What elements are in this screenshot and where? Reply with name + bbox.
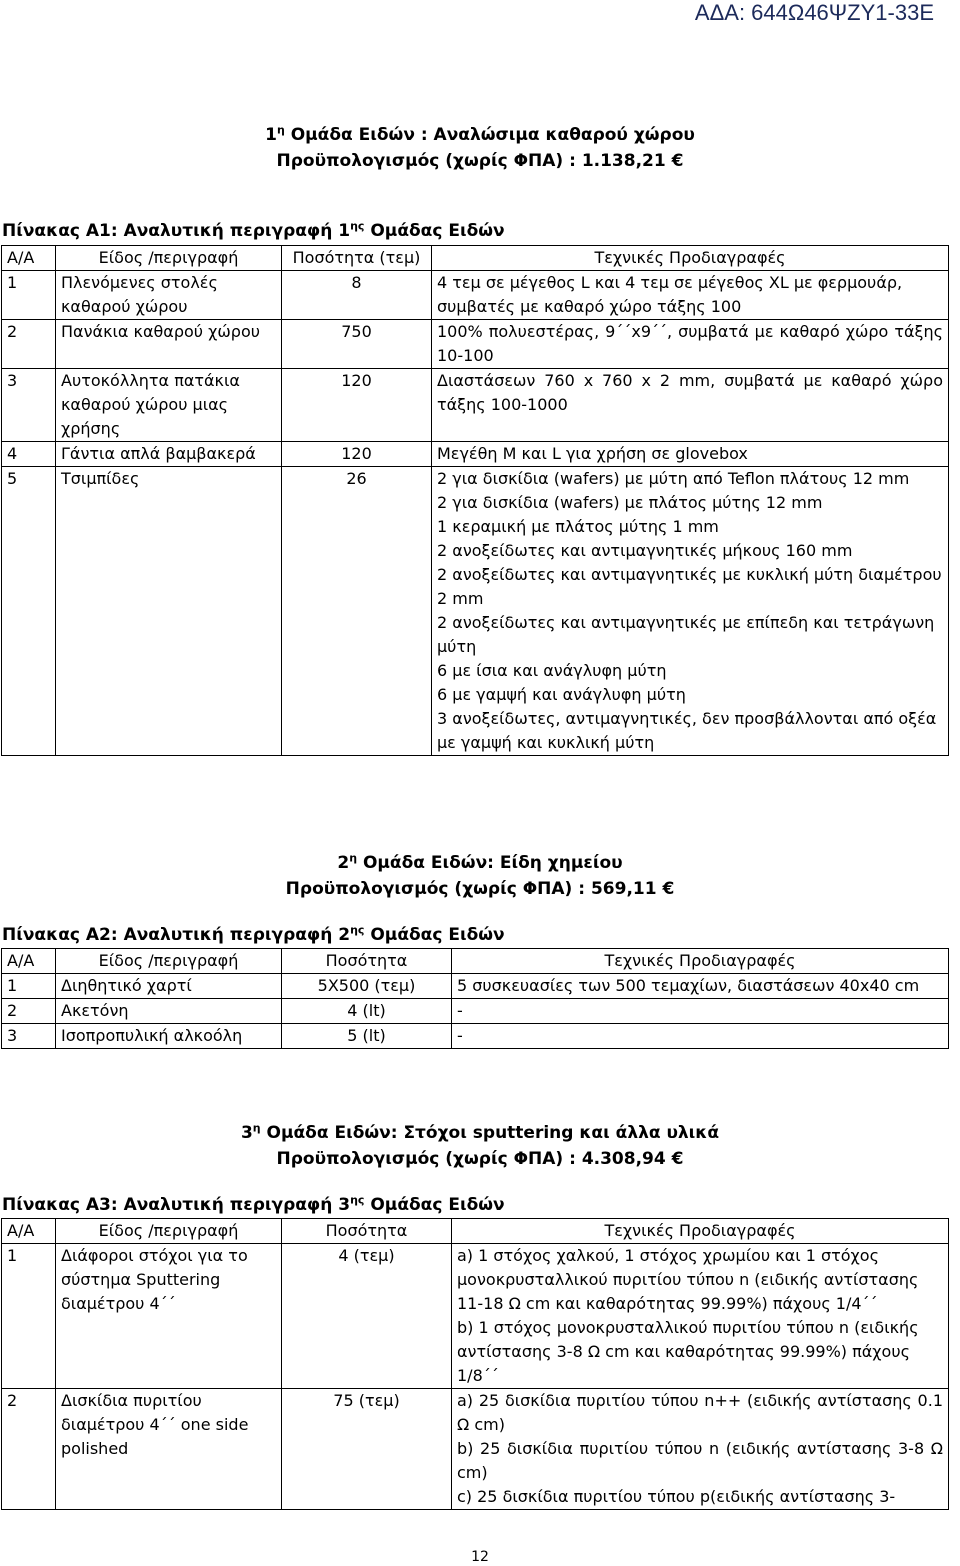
- header-cell: Τεχνικές Προδιαγραφές: [432, 246, 949, 271]
- item-spec: 4 τεμ σε μέγεθος L και 4 τεμ σε μέγεθος XL με φερμουάρ, συμβατές με καθαρό χώρο τάξης 100: [432, 271, 949, 320]
- table-row: [2, 1244, 949, 1389]
- row-number: 1: [2, 1244, 56, 1389]
- table-a3: [1, 1218, 949, 1510]
- table-row: [2, 271, 949, 320]
- item-spec: 100% πολυεστέρας, 9΄΄x9΄΄, συμβατά με καθαρό χώρο τάξης 10-100: [432, 320, 949, 369]
- table-row: [2, 320, 949, 369]
- table-header-row: [2, 949, 949, 974]
- table-header-row: [2, 246, 949, 271]
- item-spec: [452, 1389, 949, 1510]
- table-a3-caption: Πίνακας Α3: Αναλυτική περιγραφή $3^{\eta\varsigma}$ Ομάδας Ειδών: [2, 1193, 505, 1215]
- item-description: Διηθητικό χαρτί: [56, 974, 282, 999]
- header-cell: Ποσότητα (τεμ): [282, 246, 432, 271]
- table-row: [2, 369, 949, 442]
- group-3-budget: Προϋπολογισμός (χωρίς ΦΠΑ) : 4.308,94 €: [276, 1149, 684, 1169]
- table-row: [2, 1024, 949, 1049]
- item-quantity: 120: [282, 442, 432, 467]
- table-row: [2, 999, 949, 1024]
- header-cell: Ποσότητα: [282, 1219, 452, 1244]
- spec-line: c) 25 δισκίδια πυριτίου τύπου p(ειδικής αντίστασης 3-: [457, 1487, 896, 1506]
- item-quantity: 8: [282, 271, 432, 320]
- row-number: 5: [2, 467, 56, 756]
- header-cell: Α/Α: [2, 246, 56, 271]
- table-a1: [1, 245, 949, 756]
- item-spec: Διαστάσεων 760 x 760 x 2 mm, συμβατά με καθαρό χώρο τάξης 100-1000: [432, 369, 949, 442]
- row-number: 1: [2, 271, 56, 320]
- group-3-title: $3^\eta$ Ομάδα Ειδών: Στόχοι sputtering και άλλα υλικά: [240, 1121, 720, 1143]
- spec-line: 6 με γαμψή και ανάγλυφη μύτη: [437, 685, 686, 704]
- item-spec: [452, 1244, 949, 1389]
- item-description: Διάφοροι στόχοι για το σύστημα Sputtering διαμέτρου 4΄΄: [56, 1244, 282, 1389]
- item-spec: -: [452, 1024, 949, 1049]
- group-1-budget: Προϋπολογισμός (χωρίς ΦΠΑ) : 1.138,21 €: [276, 151, 684, 171]
- row-number: 4: [2, 442, 56, 467]
- spec-line: 3 ανοξείδωτες, αντιμαγνητικές, δεν προσβάλλονται από οξέα με γαμψή και κυκλική μύτη: [437, 709, 937, 752]
- header-cell: Είδος /περιγραφή: [56, 1219, 282, 1244]
- spec-line: 2 για δισκίδια (wafers) με μύτη από Teflon πλάτους 12 mm: [437, 469, 910, 488]
- group-2-budget: Προϋπολογισμός (χωρίς ΦΠΑ) : 569,11 €: [285, 879, 675, 899]
- item-spec: Μεγέθη M και L για χρήση σε glovebox: [432, 442, 949, 467]
- item-quantity: 750: [282, 320, 432, 369]
- header-cell: Α/Α: [2, 1219, 56, 1244]
- item-description: Πανάκια καθαρού χώρου: [56, 320, 282, 369]
- group-2-title: $2^\eta$ Ομάδα Ειδών: Είδη χημείου: [337, 851, 623, 873]
- row-number: 2: [2, 320, 56, 369]
- spec-line: b) 1 στόχος μονοκρυσταλλικού πυριτίου τύπου n (ειδικής αντίστασης 3-8 Ω cm και καθαρότητας 99.99%) πάχους 1/8΄΄: [457, 1318, 919, 1385]
- header-cell: Τεχνικές Προδιαγραφές: [452, 949, 949, 974]
- spec-line: a) 1 στόχος χαλκού, 1 στόχος χρωμίου και 1 στόχος μονοκρυσταλλικού πυριτίου τύπου n (ειδικής αντίστασης 11-18 Ω cm και καθαρότητας 99.99%) πάχους 1/4΄΄: [457, 1246, 919, 1313]
- header-cell: Τεχνικές Προδιαγραφές: [452, 1219, 949, 1244]
- table-header-row: [2, 1219, 949, 1244]
- header-cell: Είδος /περιγραφή: [56, 949, 282, 974]
- ada-code: ΑΔΑ: 644Ω46ΨΖΥ1-33Ε: [694, 0, 934, 25]
- table-row: [2, 467, 949, 756]
- item-quantity: 4 (lt): [282, 999, 452, 1024]
- item-description: Αυτοκόλλητα πατάκια καθαρού χώρου μιας χρήσης: [56, 369, 282, 442]
- group-1-title: $1^\eta$ Ομάδα Ειδών : Αναλώσιμα καθαρού χώρου: [265, 123, 695, 145]
- spec-line: 1 κεραμική με πλάτος μύτης 1 mm: [437, 517, 719, 536]
- header-cell: Είδος /περιγραφή: [56, 246, 282, 271]
- row-number: 1: [2, 974, 56, 999]
- item-spec: 5 συσκευασίες των 500 τεμαχίων, διαστάσεων 40x40 cm: [452, 974, 949, 999]
- item-spec: [432, 467, 949, 756]
- item-quantity: 26: [282, 467, 432, 756]
- spec-line: 2 ανοξείδωτες και αντιμαγνητικές με επίπεδη και τετράγωνη μύτη: [437, 613, 935, 656]
- row-number: 2: [2, 999, 56, 1024]
- spec-line: 2 ανοξείδωτες και αντιμαγνητικές με κυκλική μύτη διαμέτρου 2 mm: [437, 565, 942, 608]
- spec-line: a) 25 δισκίδια πυριτίου τύπου n++ (ειδικής αντίστασης 0.1 Ω cm): [457, 1391, 943, 1434]
- table-a2: [1, 948, 949, 1049]
- row-number: 3: [2, 369, 56, 442]
- table-a2-caption: Πίνακας Α2: Αναλυτική περιγραφή $2^{\eta\varsigma}$ Ομάδας Ειδών: [2, 923, 505, 945]
- spec-line: b) 25 δισκίδια πυριτίου τύπου n (ειδικής αντίστασης 3-8 Ω cm): [457, 1439, 943, 1482]
- item-quantity: 75 (τεμ): [282, 1389, 452, 1510]
- row-number: 2: [2, 1389, 56, 1510]
- page-number: 12: [471, 1549, 489, 1565]
- table-row: [2, 1389, 949, 1510]
- row-number: 3: [2, 1024, 56, 1049]
- item-description: Ισοπροπυλική αλκοόλη: [56, 1024, 282, 1049]
- table-a1-caption: Πίνακας Α1: Αναλυτική περιγραφή $1^{\eta\varsigma}$ Ομάδας Ειδών: [2, 219, 505, 241]
- item-description: Τσιμπίδες: [56, 467, 282, 756]
- item-description: Πλενόμενες στολές καθαρού χώρου: [56, 271, 282, 320]
- item-description: Ακετόνη: [56, 999, 282, 1024]
- spec-line: 2 ανοξείδωτες και αντιμαγνητικές μήκους 160 mm: [437, 541, 853, 560]
- spec-line: 6 με ίσια και ανάγλυφη μύτη: [437, 661, 667, 680]
- item-spec: -: [452, 999, 949, 1024]
- item-quantity: 5 (lt): [282, 1024, 452, 1049]
- spec-line: 2 για δισκίδια (wafers) με πλάτος μύτης 12 mm: [437, 493, 823, 512]
- table-row: [2, 442, 949, 467]
- header-cell: Ποσότητα: [282, 949, 452, 974]
- item-quantity: 5Χ500 (τεμ): [282, 974, 452, 999]
- table-row: [2, 974, 949, 999]
- header-cell: Α/Α: [2, 949, 56, 974]
- item-description: Δισκίδια πυριτίου διαμέτρου 4΄΄ one side polished: [56, 1389, 282, 1510]
- item-description: Γάντια απλά βαμβακερά: [56, 442, 282, 467]
- item-quantity: 120: [282, 369, 432, 442]
- item-quantity: 4 (τεμ): [282, 1244, 452, 1389]
